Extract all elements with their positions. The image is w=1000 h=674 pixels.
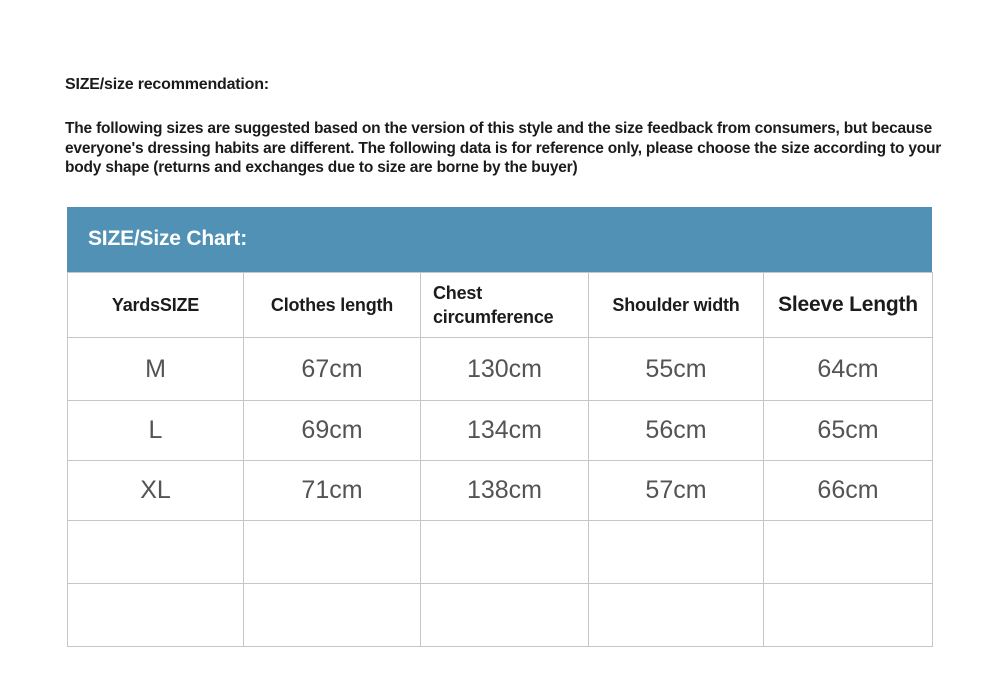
size-chart-title-bar: [67, 207, 932, 272]
table-cell: XL: [68, 461, 244, 521]
table-cell: 56cm: [589, 401, 764, 461]
table-cell: 69cm: [244, 401, 421, 461]
table-cell: M: [68, 338, 244, 401]
table-cell: [244, 584, 421, 647]
table-cell: 55cm: [589, 338, 764, 401]
table-header-row: [68, 273, 933, 338]
table-cell: 66cm: [764, 461, 933, 521]
table-cell: [589, 521, 764, 584]
table-cell: [764, 521, 933, 584]
column-header-sleeve: Sleeve Length: [764, 273, 933, 338]
table-row: [68, 338, 933, 401]
column-header-size: YardsSIZE: [68, 273, 244, 338]
table-cell: 65cm: [764, 401, 933, 461]
table-cell: 130cm: [421, 338, 589, 401]
table-cell: 138cm: [421, 461, 589, 521]
column-header-length: Clothes length: [244, 273, 421, 338]
table-cell: 67cm: [244, 338, 421, 401]
table-row: [68, 584, 933, 647]
table-cell: 57cm: [589, 461, 764, 521]
table-cell: [764, 584, 933, 647]
table-row: [68, 521, 933, 584]
table-cell: [244, 521, 421, 584]
table-cell: [68, 584, 244, 647]
table-row: [68, 401, 933, 461]
size-chart-table: [67, 272, 933, 647]
size-chart-title: SIZE/Size Chart:: [88, 227, 247, 250]
table-cell: 71cm: [244, 461, 421, 521]
size-recommendation-heading: SIZE/size recommendation:: [65, 76, 269, 93]
table-cell: [589, 584, 764, 647]
size-table-body: [68, 338, 933, 647]
table-cell: L: [68, 401, 244, 461]
table-cell: 64cm: [764, 338, 933, 401]
table-cell: [421, 584, 589, 647]
table-cell: [68, 521, 244, 584]
column-header-shoulder: Shoulder width: [589, 273, 764, 338]
table-row: [68, 461, 933, 521]
table-cell: [421, 521, 589, 584]
table-cell: 134cm: [421, 401, 589, 461]
column-header-chest: Chest circumference: [421, 273, 589, 338]
size-recommendation-paragraph: The following sizes are suggested based on the version of this style and the size feedback from consumers, but because everyone's dressing habits are different. The following data is for reference only, please choose the size according to your body shape (returns and exchanges due to size are borne by the buyer): [65, 120, 942, 176]
